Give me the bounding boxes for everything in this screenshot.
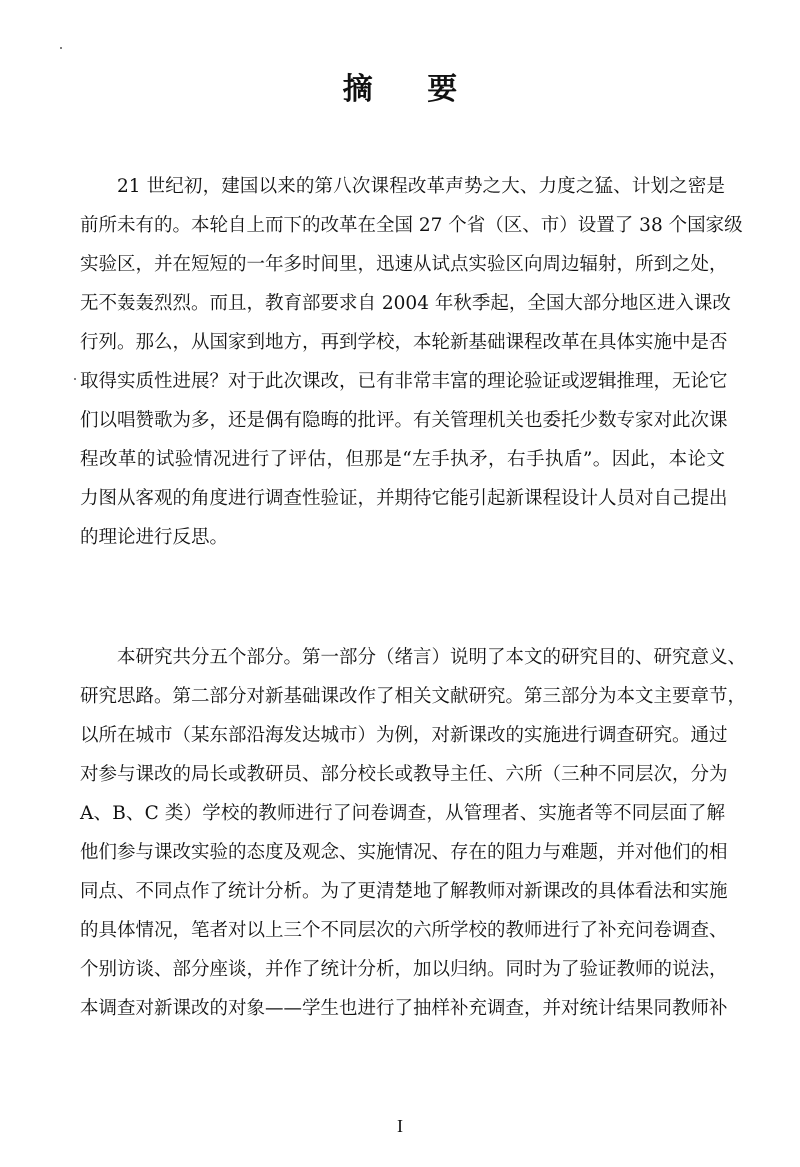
paragraph-line: 以所在城市（某东部沿海发达城市）为例，对新课改的实施进行调查研究。通过 [80, 725, 728, 746]
paragraph-line: 个别访谈、部分座谈，并作了统计分析，加以归纳。同时为了验证教师的说法， [80, 959, 728, 980]
paragraph-line: 21 世纪初，建国以来的第八次课程改革声势之大、力度之猛、计划之密是 [117, 176, 725, 197]
abstract-title: 摘 要 [342, 72, 480, 107]
abstract-paragraph-1 [80, 167, 743, 557]
paragraph-line: 取得实质性进展？对于此次课改，已有非常丰富的理论验证或逻辑推理，无论它 [80, 371, 728, 392]
scan-speck [60, 47, 62, 49]
paragraph-line: 本研究共分五个部分。第一部分（绪言）说明了本文的研究目的、研究意义、 [117, 647, 747, 668]
paragraph-line: 实验区，并在短短的一年多时间里，迅速从试点实验区向周边辐射，所到之处， [80, 254, 728, 275]
paragraph-line: 们以唱赞歌为多，还是偶有隐晦的批评。有关管理机关也委托少数专家对此次课 [80, 410, 728, 431]
paragraph-line: 本调查对新课改的对象——学生也进行了抽样补充调查，并对统计结果同教师补 [80, 998, 728, 1019]
abstract-paragraph-2 [80, 638, 747, 1028]
paragraph-line: 程改革的试验情况进行了评估，但那是“左手执矛，右手执盾”。因此，本论文 [80, 449, 725, 470]
page-number: I [397, 1116, 403, 1136]
paragraph-line: 同点、不同点作了统计分析。为了更清楚地了解教师对新课改的具体看法和实施 [80, 881, 728, 902]
paragraph-line: 行列。那么，从国家到地方，再到学校，本轮新基础课程改革在具体实施中是否 [80, 332, 728, 353]
paragraph-line: 的具体情况，笔者对以上三个不同层次的六所学校的教师进行了补充问卷调查、 [80, 920, 728, 941]
paragraph-line: 对参与课改的局长或教研员、部分校长或教导主任、六所（三种不同层次，分为 [80, 764, 728, 785]
paragraph-line: 研究思路。第二部分对新基础课改作了相关文献研究。第三部分为本文主要章节， [80, 686, 747, 707]
paragraph-line: 前所未有的。本轮自上而下的改革在全国 27 个省（区、市）设置了 38 个国家级 [80, 215, 743, 236]
paragraph-line: 的理论进行反思。 [80, 527, 229, 548]
paragraph-line: A、B、C 类）学校的教师进行了问卷调查，从管理者、实施者等不同层面了解 [80, 803, 725, 824]
paragraph-line: 力图从客观的角度进行调查性验证，并期待它能引起新课程设计人员对自己提出 [80, 488, 728, 509]
scan-speck [74, 378, 76, 380]
paragraph-line: 他们参与课改实验的态度及观念、实施情况、存在的阻力与难题，并对他们的相 [80, 842, 728, 863]
paragraph-line: 无不轰轰烈烈。而且，教育部要求自 2004 年秋季起，全国大部分地区进入课改 [80, 293, 731, 314]
